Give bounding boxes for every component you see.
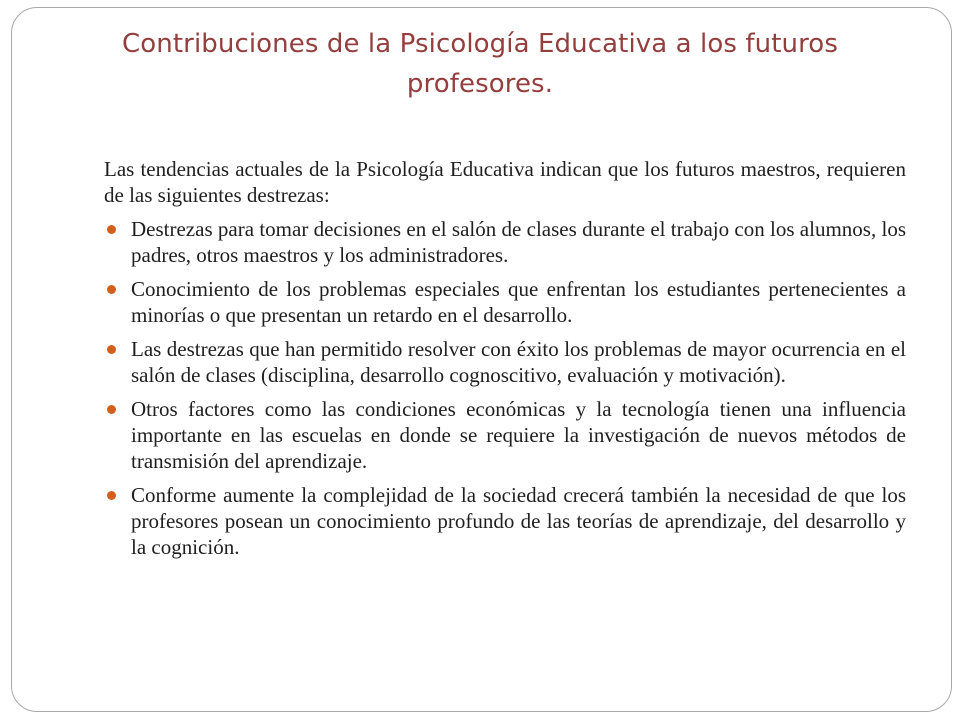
- bullet-item: [104, 396, 906, 474]
- bullet-dot-icon: [107, 345, 116, 354]
- bullet-item: [104, 276, 906, 328]
- bullet-text: Conocimiento de los problemas especiales que enfrentan los estudiantes pertenecientes a minorías o que presentan un retardo en el desarrollo.: [131, 277, 906, 327]
- slide-body: [104, 156, 906, 568]
- bullet-item: [104, 216, 906, 268]
- intro-paragraph: Las tendencias actuales de la Psicología Educativa indican que los futuros maestros, requieren de las siguientes destrezas:: [104, 157, 906, 207]
- bullet-dot-icon: [107, 285, 116, 294]
- bullet-dot-icon: [107, 405, 116, 414]
- bullet-text: Otros factores como las condiciones económicas y la tecnología tienen una influencia importante en las escuelas en donde se requiere la investigación de nuevos métodos de transmisión del aprendizaje.: [131, 397, 906, 473]
- bullet-text: Destrezas para tomar decisiones en el salón de clases durante el trabajo con los alumnos, los padres, otros maestros y los administradores.: [131, 217, 906, 267]
- slide-title: Contribuciones de la Psicología Educativa a los futuros profesores.: [122, 29, 838, 99]
- bullet-item: [104, 336, 906, 388]
- bullet-text: Conforme aumente la complejidad de la sociedad crecerá también la necesidad de que los profesores posean un conocimiento profundo de las teorías de aprendizaje, del desarrollo y la cognición.: [131, 483, 906, 559]
- bullet-dot-icon: [107, 491, 116, 500]
- bullet-item: [104, 482, 906, 560]
- bullet-text: Las destrezas que han permitido resolver con éxito los problemas de mayor ocurrencia en el salón de clases (disciplina, desarrollo cognoscitivo, evaluación y motivación).: [131, 337, 906, 387]
- bullet-list: [104, 216, 906, 560]
- bullet-dot-icon: [107, 225, 116, 234]
